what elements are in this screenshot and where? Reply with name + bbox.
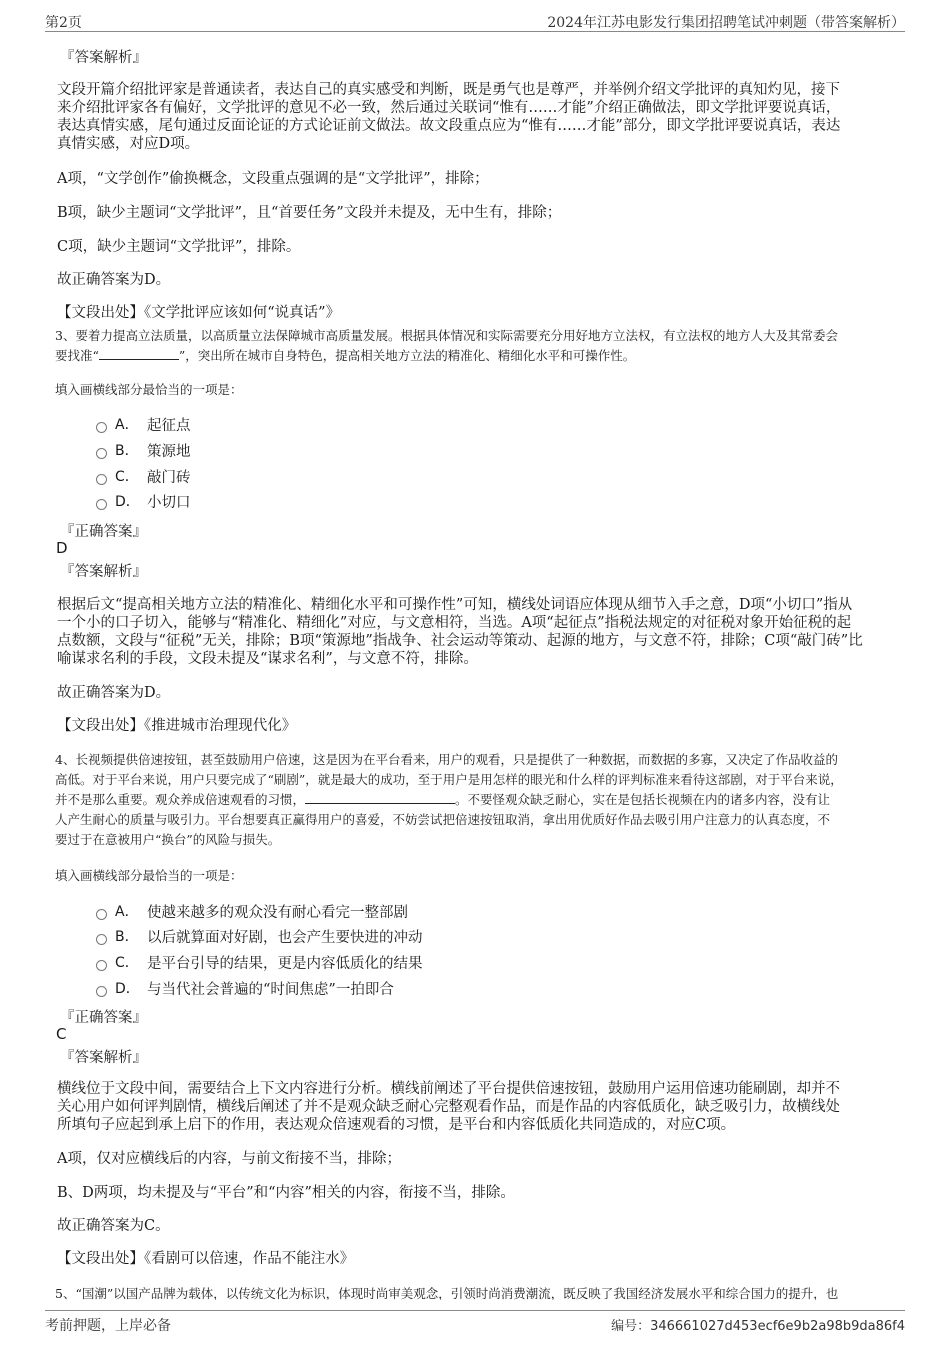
answer-analysis-label: 『答案解析』	[60, 50, 147, 66]
fill-blank	[305, 790, 455, 804]
stem-line: 并不是那么重要。观众养成倍速观看的习惯， 。不要怪观众缺乏耐心，实在是包括长视频在内的诸多内容，没有让	[55, 792, 831, 807]
fill-prompt: 填入画横线部分最恰当的一项是：	[55, 382, 243, 397]
page-number: 第2页	[45, 15, 82, 31]
option-bd-analysis: B、D两项，均未提及与“平台”和“内容”相关的内容，衔接不当，排除。	[57, 1185, 515, 1201]
option-text: 使越来越多的观众没有耐心看完一整部剧	[147, 904, 408, 921]
source: 【文段出处】《推进城市治理现代化》	[57, 718, 297, 734]
correct-answer-label: 『正确答案』	[60, 524, 147, 540]
correct-answer: C	[56, 1025, 67, 1043]
option-a[interactable]: A． 使越来越多的观众没有耐心看完一整部剧	[96, 901, 408, 921]
radio-icon[interactable]	[96, 422, 107, 433]
question-4-stem	[55, 750, 895, 850]
option-text: 敲门砖	[147, 469, 191, 486]
radio-icon[interactable]	[96, 474, 107, 485]
analysis-line: 一个小的口子切入，能够与“精准化、精细化”对应，与文意相符，当选。A项“起征点”指税法规定的对征税对象开始征税的起	[57, 615, 852, 631]
analysis-line: 喻谋求名利的手段，文段未提及“谋求名利”，与文意不符，排除。	[57, 651, 478, 667]
option-text: 起征点	[147, 417, 191, 434]
analysis-line: 所填句子应起到承上启下的作用，表达观众倍速观看的习惯，是平台和内容低质化共同造成的，对应C项。	[57, 1117, 736, 1133]
conclusion: 故正确答案为D。	[57, 272, 171, 288]
stem-line: 要过于在意被用户“换台”的风险与损失。	[55, 832, 281, 847]
answer-analysis-text	[57, 81, 897, 153]
analysis-line: 表达真情实感，尾句通过反面论证的方式论证前文做法。故文段重点应为“惟有……才能”部分，即文学批评要说真话，表达	[57, 118, 841, 134]
footer-slogan: 考前押题，上岸必备	[45, 1318, 171, 1334]
correct-answer: D	[56, 539, 68, 557]
analysis-line: 来介绍批评家各有偏好，文学批评的意见不必一致，然后通过关联词“惟有……才能”介绍正确做法，即文学批评要说真话，	[57, 100, 841, 116]
question-5-stem: 5、“国潮”以国产品牌为载体，以传统文化为标识，体现时尚审美观念，引领时尚消费潮流，既反映了我国经济发展水平和综合国力的提升，也	[55, 1286, 839, 1300]
option-c[interactable]: C． 是平台引导的结果，更是内容低质化的结果	[96, 952, 423, 972]
analysis-line: 根据后文“提高相关地方立法的精准化、精细化水平和可操作性”可知，横线处词语应体现从细节入手之意，D项“小切口”指从	[57, 597, 853, 613]
radio-icon[interactable]	[96, 499, 107, 510]
page-footer	[45, 1310, 905, 1332]
radio-icon[interactable]	[96, 986, 107, 997]
option-text: 与当代社会普遍的“时间焦虑”一拍即合	[147, 981, 394, 998]
radio-icon[interactable]	[96, 448, 107, 459]
stem-line: 要找准“ ”，突出所在城市自身特色，提高相关地方立法的精准化、精细化水平和可操作性。	[55, 348, 636, 363]
analysis-line: 真情实感，对应D项。	[57, 136, 200, 152]
stem-line: 高低。对于平台来说，用户只要完成了“刷剧”，就是最大的成功，至于用户是用怎样的眼光和什么样的评判标准来看待这部剧，对于平台来说，	[55, 772, 843, 787]
option-text: 策源地	[147, 443, 191, 460]
stem-line: 4、长视频提供倍速按钮，甚至鼓励用户倍速，这是因为在平台看来，用户的观看，只是提供了一种数据，而数据的多寡，又决定了作品收益的	[55, 752, 838, 767]
option-text: 是平台引导的结果，更是内容低质化的结果	[147, 955, 423, 972]
conclusion: 故正确答案为C。	[57, 1218, 170, 1234]
option-a-analysis: A项，“文学创作”偷换概念，文段重点强调的是“文学批评”，排除；	[57, 171, 489, 187]
analysis-line: 横线位于文段中间，需要结合上下文内容进行分析。横线前阐述了平台提供倍速按钮，鼓励用户运用倍速功能刷剧，却并不	[57, 1081, 840, 1097]
document-id: 编号：346661027d453ecf6e9b2a98b9da86f4	[611, 1319, 905, 1334]
option-text: 以后就算面对好剧，也会产生要快进的冲动	[147, 929, 423, 946]
radio-icon[interactable]	[96, 960, 107, 971]
option-b[interactable]: B． 以后就算面对好剧，也会产生要快进的冲动	[96, 926, 423, 946]
analysis-line: 文段开篇介绍批评家是普通读者，表达自己的真实感受和判断，既是勇气也是尊严，并举例介绍文学批评的真知灼见，接下	[57, 82, 840, 98]
stem-line: 人产生耐心的质量与吸引力。平台想要真正赢得用户的喜爱，不妨尝试把倍速按钮取消，拿出用优质好作品去吸引用户注意力的认真态度，不	[55, 812, 831, 827]
radio-icon[interactable]	[96, 909, 107, 920]
radio-icon[interactable]	[96, 934, 107, 945]
fill-prompt: 填入画横线部分最恰当的一项是：	[55, 868, 243, 883]
source: 【文段出处】《看剧可以倍速，作品不能注水》	[57, 1251, 355, 1267]
analysis-line: 点数额，文段与“征税”无关，排除；B项“策源地”指战争、社会运动等策动、起源的地方，与文意不符，排除；C项“敲门砖”比	[57, 633, 863, 649]
source: 【文段出处】《文学批评应该如何“说真话”》	[57, 305, 341, 321]
answer-analysis-label: 『答案解析』	[60, 564, 147, 580]
page-header	[45, 10, 905, 32]
option-d[interactable]: D． 与当代社会普遍的“时间焦虑”一拍即合	[96, 978, 394, 998]
option-c-analysis: C项，缺少主题词“文学批评”，排除。	[57, 239, 301, 255]
option-a[interactable]: A． 起征点	[96, 414, 191, 434]
option-text: 小切口	[147, 494, 191, 511]
analysis-line: 关心用户如何评判剧情，横线后阐述了并不是观众缺乏耐心完整观看作品，而是作品的内容低质化，缺乏吸引力，故横线处	[57, 1099, 840, 1115]
stem-line: 3、要着力提高立法质量，以高质量立法保障城市高质量发展。根据具体情况和实际需要充分用好地方立法权，有立法权的地方人大及其常委会	[55, 328, 838, 343]
answer-analysis-label: 『答案解析』	[60, 1050, 147, 1066]
question-3-stem	[55, 326, 895, 366]
answer-analysis-text	[57, 1080, 897, 1134]
option-c[interactable]: C． 敲门砖	[96, 466, 191, 486]
document-title: 2024年江苏电影发行集团招聘笔试冲刺题（带答案解析）	[547, 15, 905, 31]
option-a-analysis: A项，仅对应横线后的内容，与前文衔接不当，排除；	[57, 1151, 401, 1167]
fill-blank	[99, 346, 179, 360]
correct-answer-label: 『正确答案』	[60, 1010, 147, 1026]
option-b-analysis: B项，缺少主题词“文学批评”，且“首要任务”文段并未提及，无中生有，排除；	[57, 205, 562, 221]
option-d[interactable]: D． 小切口	[96, 491, 191, 511]
option-b[interactable]: B． 策源地	[96, 440, 191, 460]
answer-analysis-text	[57, 596, 897, 668]
conclusion: 故正确答案为D。	[57, 685, 171, 701]
